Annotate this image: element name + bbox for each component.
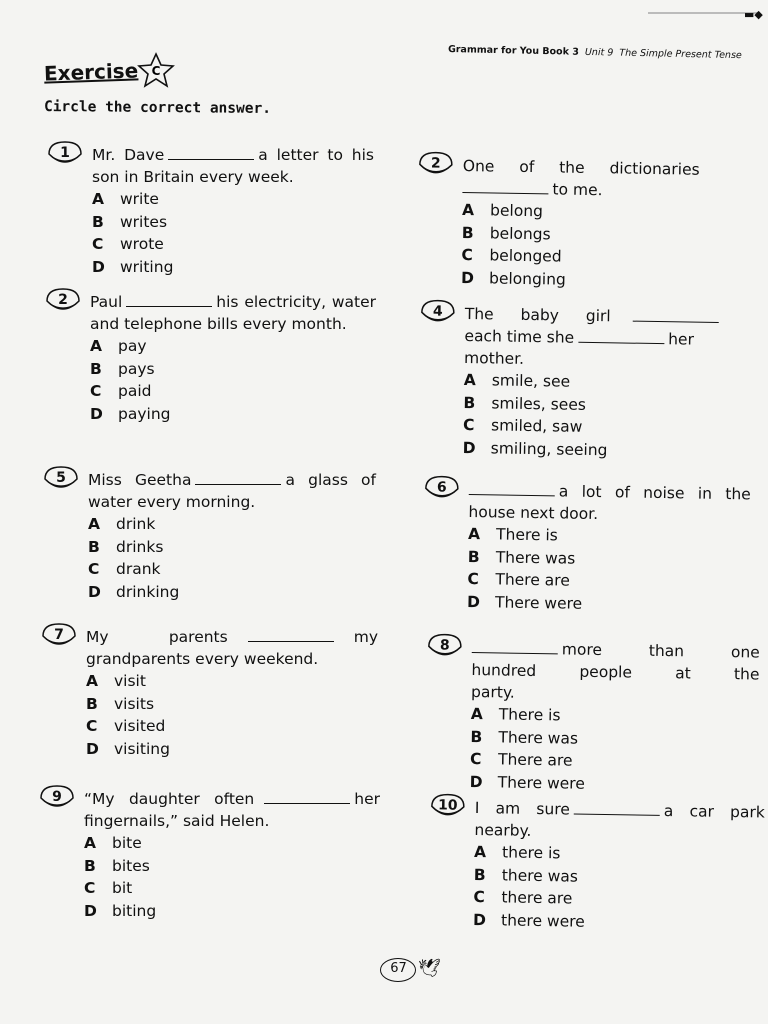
question-4 [432,303,745,463]
option-c[interactable]: C there are [473,887,573,908]
topic-label: The Simple Present Tense [619,47,742,62]
question-number-badge: 7 [40,622,78,646]
question-number-badge: 6 [423,474,461,499]
answer-blank [248,629,334,642]
option-c[interactable]: C wrote [92,235,164,253]
option-a[interactable]: A pay [90,337,147,355]
question-7 [54,626,378,760]
instruction-text: Circle the correct answer. [43,99,272,117]
question-text-pre: Paul [90,293,123,311]
question-text-post: his electricity, water and telephone bills every month. [90,293,376,333]
option-c[interactable]: C belonged [461,245,562,266]
option-c[interactable]: C visited [86,717,166,735]
option-a[interactable]: A There is [467,524,558,545]
option-d[interactable]: D There were [466,592,583,613]
question-text-pre: The baby girl [464,304,611,326]
book-title: Grammar for You Book 3 [447,44,579,58]
option-a[interactable]: A there is [473,842,561,863]
question-text-post: a letter to his son in Britain every week. [92,146,374,186]
question-8 [439,637,760,798]
option-c[interactable]: C smiled, saw [462,415,583,436]
option-b[interactable]: B drinks [88,537,164,556]
question-10 [437,797,765,936]
unit-label: Unit 9 [584,46,614,59]
question-text-post: a lot of noise in the house next door. [468,482,751,524]
option-b[interactable]: B writes [92,212,168,231]
option-a[interactable]: A write [92,190,159,208]
page-header [448,44,742,61]
option-d[interactable]: D smiling, seeing [462,438,608,459]
question-number-badge: 5 [42,465,80,489]
question-text-post: a glass of water every morning. [88,471,376,511]
page-footer [380,958,444,982]
option-d[interactable]: D writing [92,257,174,276]
option-b[interactable]: B pays [90,359,155,378]
answer-blank [264,791,350,804]
page-number: 67 [390,961,407,976]
option-d[interactable]: D drinking [88,582,180,601]
question-text-pre: I am sure [474,798,570,819]
question-number-badge: 4 [419,298,457,323]
option-a[interactable]: A drink [88,515,156,533]
question-text-pre: Miss Geetha [88,471,192,489]
exercise-letter: C [151,64,161,78]
question-text-pre: My parents [86,628,228,646]
question-9 [52,788,380,922]
answer-blank [126,294,212,307]
option-a[interactable]: A belong [461,200,544,221]
option-d[interactable]: D paying [90,404,171,423]
option-b[interactable]: B bites [84,856,150,875]
star-icon [136,52,176,93]
question-number-badge: 8 [426,632,464,657]
exercise-title: Exercise [43,58,139,86]
option-d[interactable]: D belonging [460,268,567,289]
question-number-badge: 2 [44,287,82,311]
option-b[interactable]: B there was [473,865,579,886]
option-d[interactable]: D there were [472,910,585,931]
option-c[interactable]: C drank [88,560,161,578]
option-c[interactable]: C There are [469,749,573,770]
scan-edge-line [648,12,758,14]
question-text-post: her fingernails,” said Helen. [84,790,380,830]
option-b[interactable]: B smiles, sees [463,393,587,414]
option-c[interactable]: C paid [90,382,152,400]
answer-blank [469,482,555,496]
question-text-pre: Mr. Dave [92,146,165,164]
option-d[interactable]: D visiting [86,739,170,758]
option-b[interactable]: B visits [86,694,155,713]
question-3 [58,291,376,425]
option-a[interactable]: A There is [470,704,561,725]
option-d[interactable]: D biting [84,901,157,920]
question-text-post: a car park nearby. [474,801,765,840]
option-b[interactable]: B belongs [461,223,551,243]
question-text-post: to me. [552,180,603,200]
bird-icon: 🕊 [418,958,441,979]
answer-blank [462,180,548,194]
corner-scan-mark: ▬◆ [744,8,763,21]
option-c[interactable]: C bit [84,879,133,897]
question-number-badge: 1 [46,140,84,164]
answer-blank [574,802,660,816]
question-number-badge: 2 [417,150,455,175]
option-a[interactable]: A smile, see [463,370,571,391]
question-text-mid: each time she [464,326,575,347]
question-text-post: my grandparents every weekend. [86,628,378,668]
question-text-post: her mother. [463,330,695,368]
question-text-pre: One of the dictionaries [462,156,700,179]
answer-blank [472,640,558,654]
option-a[interactable]: A visit [86,672,146,690]
question-5 [56,469,376,603]
question-6 [436,479,751,617]
option-b[interactable]: B There was [470,727,579,748]
question-text-post: more than one hundred people at the party. [470,640,760,702]
answer-blank [633,309,719,323]
answer-blank [195,472,281,485]
question-text-pre: “My daughter often [84,790,255,808]
option-b[interactable]: B There was [467,547,576,568]
option-c[interactable]: C There are [467,569,570,590]
answer-blank-2 [578,330,664,344]
option-d[interactable]: D There were [469,772,585,793]
question-1 [60,144,374,278]
question-number-badge: 10 [429,792,467,817]
question-number-badge: 9 [38,784,76,808]
question-2 [430,155,735,293]
answer-blank [168,147,254,160]
option-a[interactable]: A bite [84,834,142,852]
